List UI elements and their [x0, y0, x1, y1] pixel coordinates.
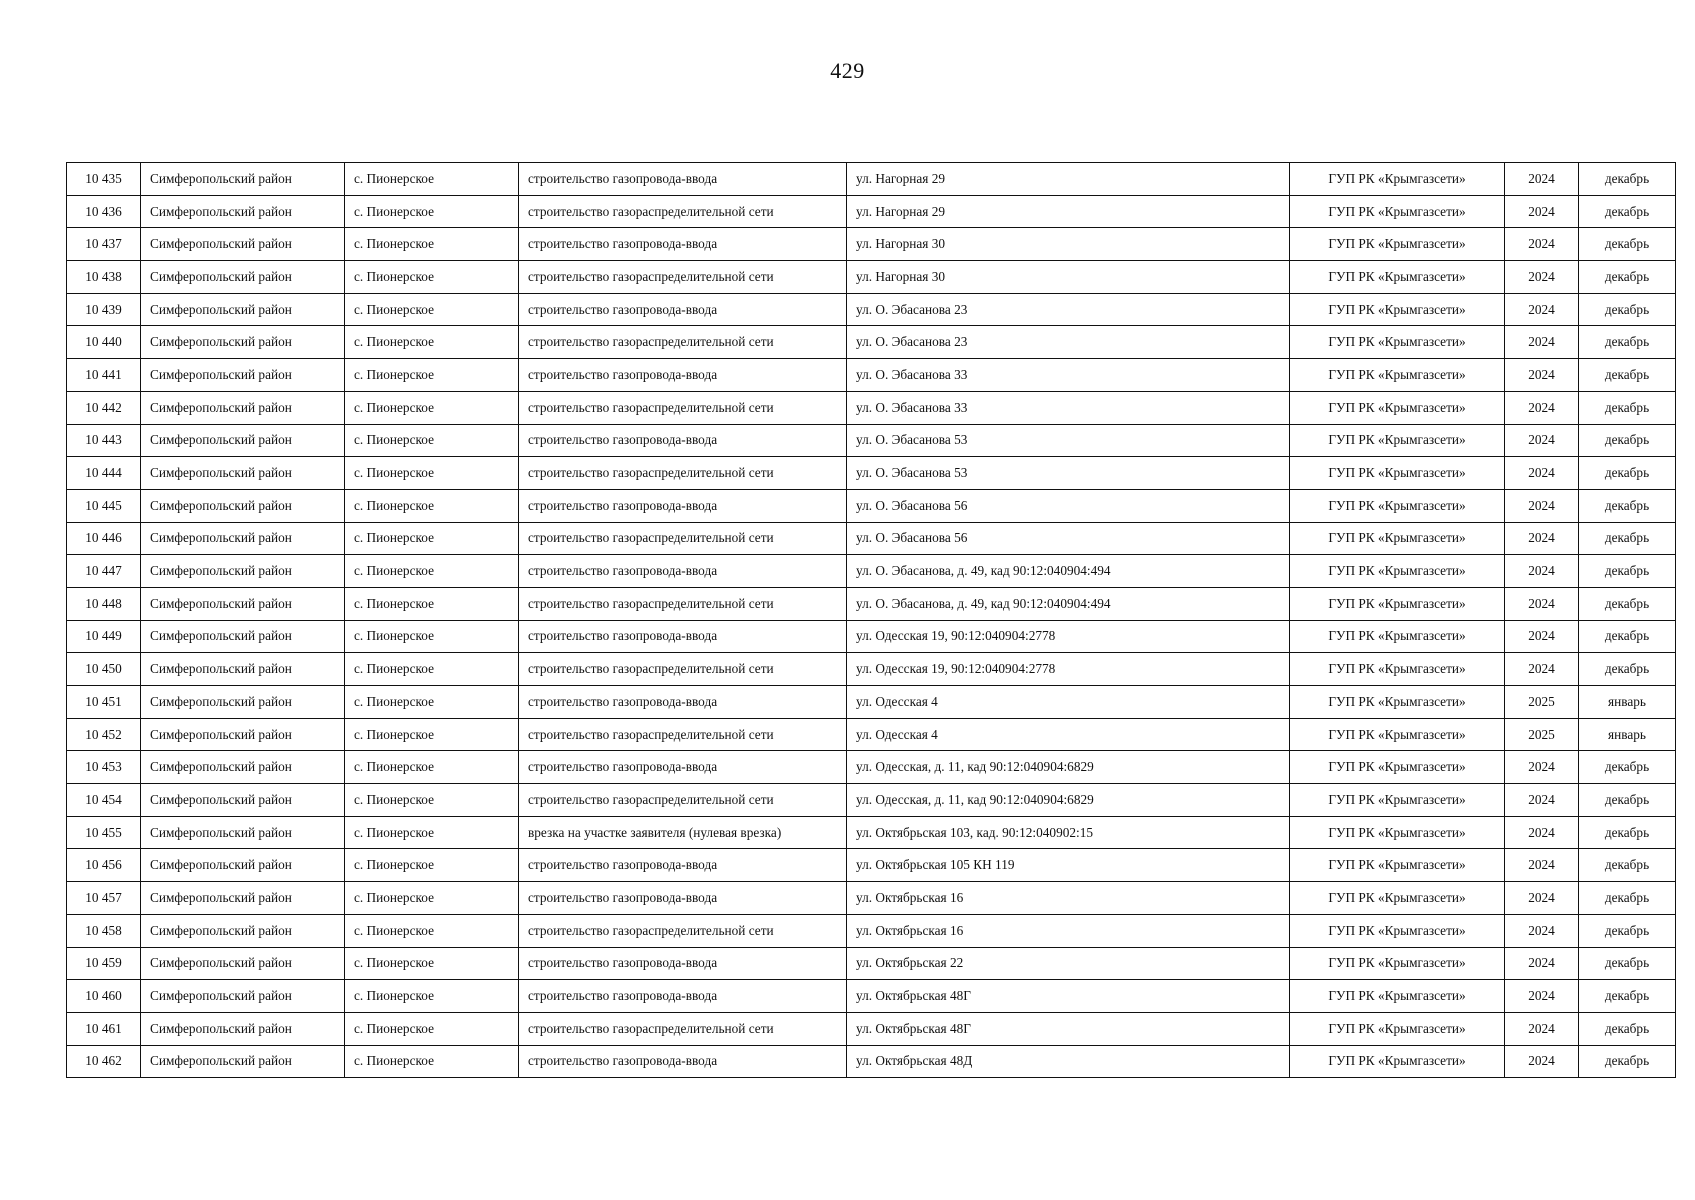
table-row: [67, 424, 1676, 457]
table-row: [67, 261, 1676, 294]
month-cell: декабрь: [1579, 980, 1676, 1013]
table-row: [67, 555, 1676, 588]
address-cell: ул. О. Эбасанова 23: [847, 326, 1290, 359]
year-cell: 2024: [1505, 228, 1579, 261]
address-cell: ул. О. Эбасанова, д. 49, кад 90:12:040904:494: [847, 587, 1290, 620]
year-cell: 2024: [1505, 882, 1579, 915]
year-cell: 2025: [1505, 686, 1579, 719]
district-cell: Симферопольский район: [141, 816, 345, 849]
year-cell: 2024: [1505, 555, 1579, 588]
settlement-cell: с. Пионерское: [345, 424, 519, 457]
settlement-cell: с. Пионерское: [345, 555, 519, 588]
row-number-cell: 10 454: [67, 784, 141, 817]
month-cell: декабрь: [1579, 816, 1676, 849]
district-cell: Симферопольский район: [141, 653, 345, 686]
work-type-cell: строительство газопровода-ввода: [519, 555, 847, 588]
month-cell: декабрь: [1579, 359, 1676, 392]
year-cell: 2024: [1505, 816, 1579, 849]
year-cell: 2024: [1505, 359, 1579, 392]
organization-cell: ГУП РК «Крымгазсети»: [1290, 489, 1505, 522]
district-cell: Симферопольский район: [141, 326, 345, 359]
organization-cell: ГУП РК «Крымгазсети»: [1290, 849, 1505, 882]
settlement-cell: с. Пионерское: [345, 293, 519, 326]
row-number-cell: 10 438: [67, 261, 141, 294]
district-cell: Симферопольский район: [141, 914, 345, 947]
row-number-cell: 10 457: [67, 882, 141, 915]
year-cell: 2024: [1505, 195, 1579, 228]
organization-cell: ГУП РК «Крымгазсети»: [1290, 751, 1505, 784]
month-cell: декабрь: [1579, 784, 1676, 817]
organization-cell: ГУП РК «Крымгазсети»: [1290, 653, 1505, 686]
organization-cell: ГУП РК «Крымгазсети»: [1290, 1045, 1505, 1078]
address-cell: ул. Одесская 4: [847, 718, 1290, 751]
settlement-cell: с. Пионерское: [345, 784, 519, 817]
work-type-cell: строительство газопровода-ввода: [519, 228, 847, 261]
table-row: [67, 1012, 1676, 1045]
organization-cell: ГУП РК «Крымгазсети»: [1290, 522, 1505, 555]
district-cell: Симферопольский район: [141, 489, 345, 522]
address-cell: ул. О. Эбасанова 56: [847, 489, 1290, 522]
year-cell: 2024: [1505, 424, 1579, 457]
work-type-cell: строительство газопровода-ввода: [519, 163, 847, 196]
table-row: [67, 391, 1676, 424]
year-cell: 2024: [1505, 587, 1579, 620]
address-cell: ул. Октябрьская 105 КН 119: [847, 849, 1290, 882]
settlement-cell: с. Пионерское: [345, 195, 519, 228]
address-cell: ул. Нагорная 29: [847, 195, 1290, 228]
month-cell: декабрь: [1579, 424, 1676, 457]
organization-cell: ГУП РК «Крымгазсети»: [1290, 947, 1505, 980]
district-cell: Симферопольский район: [141, 359, 345, 392]
work-type-cell: строительство газопровода-ввода: [519, 849, 847, 882]
organization-cell: ГУП РК «Крымгазсети»: [1290, 195, 1505, 228]
settlement-cell: с. Пионерское: [345, 686, 519, 719]
organization-cell: ГУП РК «Крымгазсети»: [1290, 457, 1505, 490]
month-cell: декабрь: [1579, 849, 1676, 882]
row-number-cell: 10 441: [67, 359, 141, 392]
address-cell: ул. О. Эбасанова 33: [847, 359, 1290, 392]
row-number-cell: 10 459: [67, 947, 141, 980]
table-row: [67, 620, 1676, 653]
work-type-cell: строительство газораспределительной сети: [519, 261, 847, 294]
table-row: [67, 718, 1676, 751]
month-cell: декабрь: [1579, 261, 1676, 294]
year-cell: 2024: [1505, 326, 1579, 359]
work-type-cell: строительство газопровода-ввода: [519, 980, 847, 1013]
row-number-cell: 10 440: [67, 326, 141, 359]
month-cell: декабрь: [1579, 195, 1676, 228]
district-cell: Симферопольский район: [141, 1045, 345, 1078]
month-cell: декабрь: [1579, 882, 1676, 915]
settlement-cell: с. Пионерское: [345, 751, 519, 784]
month-cell: январь: [1579, 686, 1676, 719]
settlement-cell: с. Пионерское: [345, 587, 519, 620]
year-cell: 2024: [1505, 620, 1579, 653]
work-type-cell: строительство газораспределительной сети: [519, 587, 847, 620]
row-number-cell: 10 452: [67, 718, 141, 751]
organization-cell: ГУП РК «Крымгазсети»: [1290, 882, 1505, 915]
district-cell: Симферопольский район: [141, 718, 345, 751]
month-cell: декабрь: [1579, 587, 1676, 620]
registry-body: [67, 163, 1676, 1078]
address-cell: ул. Нагорная 29: [847, 163, 1290, 196]
row-number-cell: 10 453: [67, 751, 141, 784]
settlement-cell: с. Пионерское: [345, 1012, 519, 1045]
row-number-cell: 10 437: [67, 228, 141, 261]
organization-cell: ГУП РК «Крымгазсети»: [1290, 261, 1505, 294]
month-cell: декабрь: [1579, 163, 1676, 196]
year-cell: 2024: [1505, 261, 1579, 294]
page-number: 429: [830, 58, 865, 83]
year-cell: 2024: [1505, 980, 1579, 1013]
settlement-cell: с. Пионерское: [345, 228, 519, 261]
settlement-cell: с. Пионерское: [345, 1045, 519, 1078]
month-cell: декабрь: [1579, 1045, 1676, 1078]
settlement-cell: с. Пионерское: [345, 163, 519, 196]
row-number-cell: 10 449: [67, 620, 141, 653]
district-cell: Симферопольский район: [141, 195, 345, 228]
table-row: [67, 816, 1676, 849]
district-cell: Симферопольский район: [141, 228, 345, 261]
row-number-cell: 10 458: [67, 914, 141, 947]
district-cell: Симферопольский район: [141, 1012, 345, 1045]
year-cell: 2024: [1505, 457, 1579, 490]
year-cell: 2024: [1505, 947, 1579, 980]
row-number-cell: 10 436: [67, 195, 141, 228]
month-cell: декабрь: [1579, 457, 1676, 490]
address-cell: ул. Октябрьская 16: [847, 914, 1290, 947]
row-number-cell: 10 442: [67, 391, 141, 424]
table-row: [67, 489, 1676, 522]
table-row: [67, 751, 1676, 784]
month-cell: декабрь: [1579, 391, 1676, 424]
address-cell: ул. Октябрьская 16: [847, 882, 1290, 915]
row-number-cell: 10 439: [67, 293, 141, 326]
table-row: [67, 980, 1676, 1013]
address-cell: ул. Октябрьская 48Г: [847, 1012, 1290, 1045]
district-cell: Симферопольский район: [141, 555, 345, 588]
table-row: [67, 457, 1676, 490]
work-type-cell: строительство газопровода-ввода: [519, 686, 847, 719]
settlement-cell: с. Пионерское: [345, 980, 519, 1013]
month-cell: декабрь: [1579, 751, 1676, 784]
table-row: [67, 653, 1676, 686]
settlement-cell: с. Пионерское: [345, 326, 519, 359]
year-cell: 2024: [1505, 293, 1579, 326]
work-type-cell: строительство газораспределительной сети: [519, 326, 847, 359]
settlement-cell: с. Пионерское: [345, 261, 519, 294]
month-cell: декабрь: [1579, 947, 1676, 980]
year-cell: 2024: [1505, 163, 1579, 196]
district-cell: Симферопольский район: [141, 980, 345, 1013]
work-type-cell: строительство газораспределительной сети: [519, 391, 847, 424]
work-type-cell: строительство газопровода-ввода: [519, 1045, 847, 1078]
table-row: [67, 914, 1676, 947]
district-cell: Симферопольский район: [141, 391, 345, 424]
table-row: [67, 947, 1676, 980]
district-cell: Симферопольский район: [141, 587, 345, 620]
year-cell: 2024: [1505, 522, 1579, 555]
row-number-cell: 10 448: [67, 587, 141, 620]
district-cell: Симферопольский район: [141, 293, 345, 326]
row-number-cell: 10 460: [67, 980, 141, 1013]
district-cell: Симферопольский район: [141, 522, 345, 555]
district-cell: Симферопольский район: [141, 686, 345, 719]
organization-cell: ГУП РК «Крымгазсети»: [1290, 914, 1505, 947]
district-cell: Симферопольский район: [141, 849, 345, 882]
organization-cell: ГУП РК «Крымгазсети»: [1290, 359, 1505, 392]
district-cell: Симферопольский район: [141, 947, 345, 980]
district-cell: Симферопольский район: [141, 620, 345, 653]
month-cell: январь: [1579, 718, 1676, 751]
work-type-cell: врезка на участке заявителя (нулевая врезка): [519, 816, 847, 849]
work-type-cell: строительство газораспределительной сети: [519, 718, 847, 751]
work-type-cell: строительство газораспределительной сети: [519, 195, 847, 228]
month-cell: декабрь: [1579, 555, 1676, 588]
address-cell: ул. Одесская, д. 11, кад 90:12:040904:6829: [847, 751, 1290, 784]
month-cell: декабрь: [1579, 914, 1676, 947]
settlement-cell: с. Пионерское: [345, 914, 519, 947]
settlement-cell: с. Пионерское: [345, 457, 519, 490]
year-cell: 2024: [1505, 784, 1579, 817]
settlement-cell: с. Пионерское: [345, 620, 519, 653]
work-type-cell: строительство газопровода-ввода: [519, 359, 847, 392]
month-cell: декабрь: [1579, 293, 1676, 326]
organization-cell: ГУП РК «Крымгазсети»: [1290, 816, 1505, 849]
address-cell: ул. О. Эбасанова 53: [847, 424, 1290, 457]
row-number-cell: 10 450: [67, 653, 141, 686]
work-type-cell: строительство газопровода-ввода: [519, 424, 847, 457]
address-cell: ул. Октябрьская 22: [847, 947, 1290, 980]
settlement-cell: с. Пионерское: [345, 947, 519, 980]
address-cell: ул. Нагорная 30: [847, 228, 1290, 261]
organization-cell: ГУП РК «Крымгазсети»: [1290, 784, 1505, 817]
work-type-cell: строительство газопровода-ввода: [519, 489, 847, 522]
address-cell: ул. О. Эбасанова 33: [847, 391, 1290, 424]
table-row: [67, 784, 1676, 817]
table-row: [67, 359, 1676, 392]
settlement-cell: с. Пионерское: [345, 816, 519, 849]
work-type-cell: строительство газораспределительной сети: [519, 653, 847, 686]
organization-cell: ГУП РК «Крымгазсети»: [1290, 228, 1505, 261]
table-row: [67, 326, 1676, 359]
year-cell: 2024: [1505, 849, 1579, 882]
address-cell: ул. Одесская 4: [847, 686, 1290, 719]
work-type-cell: строительство газопровода-ввода: [519, 882, 847, 915]
row-number-cell: 10 451: [67, 686, 141, 719]
district-cell: Симферопольский район: [141, 457, 345, 490]
organization-cell: ГУП РК «Крымгазсети»: [1290, 391, 1505, 424]
year-cell: 2024: [1505, 1045, 1579, 1078]
work-type-cell: строительство газопровода-ввода: [519, 947, 847, 980]
address-cell: ул. О. Эбасанова 23: [847, 293, 1290, 326]
organization-cell: ГУП РК «Крымгазсети»: [1290, 980, 1505, 1013]
work-type-cell: строительство газопровода-ввода: [519, 751, 847, 784]
address-cell: ул. О. Эбасанова 53: [847, 457, 1290, 490]
row-number-cell: 10 435: [67, 163, 141, 196]
row-number-cell: 10 444: [67, 457, 141, 490]
work-type-cell: строительство газораспределительной сети: [519, 522, 847, 555]
settlement-cell: с. Пионерское: [345, 718, 519, 751]
month-cell: декабрь: [1579, 489, 1676, 522]
address-cell: ул. О. Эбасанова 56: [847, 522, 1290, 555]
year-cell: 2025: [1505, 718, 1579, 751]
row-number-cell: 10 461: [67, 1012, 141, 1045]
table-row: [67, 163, 1676, 196]
settlement-cell: с. Пионерское: [345, 849, 519, 882]
district-cell: Симферопольский район: [141, 424, 345, 457]
organization-cell: ГУП РК «Крымгазсети»: [1290, 620, 1505, 653]
table-row: [67, 882, 1676, 915]
table-row: [67, 849, 1676, 882]
settlement-cell: с. Пионерское: [345, 391, 519, 424]
organization-cell: ГУП РК «Крымгазсети»: [1290, 555, 1505, 588]
row-number-cell: 10 443: [67, 424, 141, 457]
address-cell: ул. Одесская, д. 11, кад 90:12:040904:6829: [847, 784, 1290, 817]
row-number-cell: 10 455: [67, 816, 141, 849]
work-type-cell: строительство газопровода-ввода: [519, 293, 847, 326]
table-row: [67, 1045, 1676, 1078]
year-cell: 2024: [1505, 391, 1579, 424]
registry-table: [66, 162, 1676, 1078]
organization-cell: ГУП РК «Крымгазсети»: [1290, 326, 1505, 359]
district-cell: Симферопольский район: [141, 784, 345, 817]
address-cell: ул. Одесская 19, 90:12:040904:2778: [847, 653, 1290, 686]
row-number-cell: 10 462: [67, 1045, 141, 1078]
organization-cell: ГУП РК «Крымгазсети»: [1290, 163, 1505, 196]
table-row: [67, 522, 1676, 555]
district-cell: Симферопольский район: [141, 261, 345, 294]
address-cell: ул. Одесская 19, 90:12:040904:2778: [847, 620, 1290, 653]
month-cell: декабрь: [1579, 620, 1676, 653]
table-row: [67, 195, 1676, 228]
table-row: [67, 228, 1676, 261]
row-number-cell: 10 456: [67, 849, 141, 882]
year-cell: 2024: [1505, 489, 1579, 522]
month-cell: декабрь: [1579, 653, 1676, 686]
row-number-cell: 10 446: [67, 522, 141, 555]
settlement-cell: с. Пионерское: [345, 359, 519, 392]
year-cell: 2024: [1505, 751, 1579, 784]
work-type-cell: строительство газопровода-ввода: [519, 620, 847, 653]
work-type-cell: строительство газораспределительной сети: [519, 457, 847, 490]
address-cell: ул. Октябрьская 103, кад. 90:12:040902:15: [847, 816, 1290, 849]
month-cell: декабрь: [1579, 326, 1676, 359]
month-cell: декабрь: [1579, 522, 1676, 555]
month-cell: декабрь: [1579, 228, 1676, 261]
organization-cell: ГУП РК «Крымгазсети»: [1290, 424, 1505, 457]
organization-cell: ГУП РК «Крымгазсети»: [1290, 1012, 1505, 1045]
table-row: [67, 587, 1676, 620]
row-number-cell: 10 445: [67, 489, 141, 522]
address-cell: ул. Октябрьская 48Г: [847, 980, 1290, 1013]
month-cell: декабрь: [1579, 1012, 1676, 1045]
settlement-cell: с. Пионерское: [345, 489, 519, 522]
year-cell: 2024: [1505, 653, 1579, 686]
district-cell: Симферопольский район: [141, 751, 345, 784]
address-cell: ул. Нагорная 30: [847, 261, 1290, 294]
settlement-cell: с. Пионерское: [345, 522, 519, 555]
settlement-cell: с. Пионерское: [345, 882, 519, 915]
district-cell: Симферопольский район: [141, 163, 345, 196]
work-type-cell: строительство газораспределительной сети: [519, 1012, 847, 1045]
settlement-cell: с. Пионерское: [345, 653, 519, 686]
year-cell: 2024: [1505, 1012, 1579, 1045]
organization-cell: ГУП РК «Крымгазсети»: [1290, 587, 1505, 620]
address-cell: ул. О. Эбасанова, д. 49, кад 90:12:040904:494: [847, 555, 1290, 588]
address-cell: ул. Октябрьская 48Д: [847, 1045, 1290, 1078]
table-row: [67, 686, 1676, 719]
table-row: [67, 293, 1676, 326]
work-type-cell: строительство газораспределительной сети: [519, 914, 847, 947]
work-type-cell: строительство газораспределительной сети: [519, 784, 847, 817]
organization-cell: ГУП РК «Крымгазсети»: [1290, 686, 1505, 719]
year-cell: 2024: [1505, 914, 1579, 947]
organization-cell: ГУП РК «Крымгазсети»: [1290, 718, 1505, 751]
organization-cell: ГУП РК «Крымгазсети»: [1290, 293, 1505, 326]
district-cell: Симферопольский район: [141, 882, 345, 915]
row-number-cell: 10 447: [67, 555, 141, 588]
